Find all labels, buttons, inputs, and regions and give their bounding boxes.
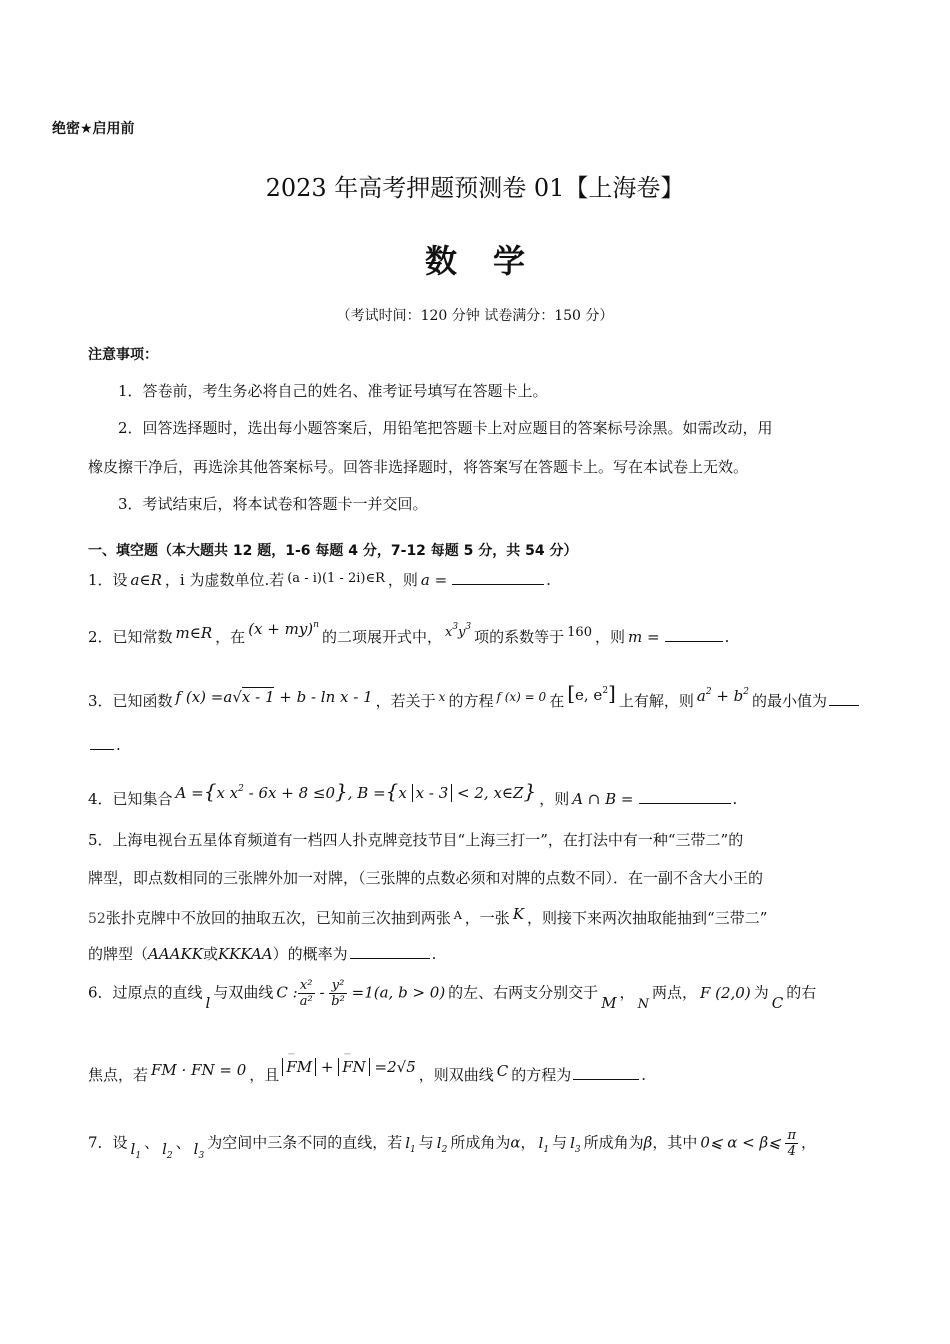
q7-separator-1: 、 — [144, 1133, 160, 1152]
q3-answer-blank-2[interactable] — [90, 747, 114, 750]
subject-title: 数学 — [424, 242, 561, 280]
q2-term-y: y — [458, 625, 466, 640]
q4-prefix: 4．已知集合 — [88, 790, 173, 808]
section-title: 一、填空题（本大题共 12 题，1-6 每题 4 分，7-12 每题 5 分，共 54 分） — [88, 543, 578, 559]
notice-item-2-line-1: 2．回答选择题时，选出每小题答案后，用铅笔把答题卡上对应题目的答案标号涂黑。如需改动，用 — [118, 419, 773, 437]
q6-curve-c: C — [771, 993, 784, 1012]
q7-l1-subscript: 1 — [135, 1150, 142, 1161]
q3-mid-3: 在 — [549, 692, 565, 710]
q3-variable: x — [438, 690, 446, 704]
q3-target-a: a — [696, 687, 706, 705]
question-4 — [88, 779, 737, 809]
q4-set-a-exponent: 2 — [238, 784, 244, 794]
q4-set-b-label: , B = — [347, 784, 386, 802]
q5-card-k: K — [512, 905, 525, 923]
q6-plus: + — [320, 1058, 334, 1076]
q7-l2-subscript: 2 — [166, 1150, 173, 1161]
q6-frac-2-numerator: y² — [329, 978, 347, 994]
q6-separator: ， — [619, 983, 635, 1002]
q2-term-x: x — [444, 625, 453, 640]
q6-mid-5: 的右 — [786, 983, 817, 1002]
q6-frac-1-denominator: a² — [299, 994, 313, 1009]
q6-prefix: 6．过原点的直线 — [88, 983, 203, 1002]
q7-l2-ref-subscript: 2 — [441, 1144, 448, 1155]
q1-end: . — [546, 571, 551, 589]
exam-title: 2023 年高考押题预测卷 01【上海卷】 — [265, 174, 685, 202]
q5-line-3c: ，则接下来两次抽取能抽到“三带二” — [527, 909, 768, 927]
q6-equation-tail: =1(a, b > 0) — [351, 983, 446, 1002]
q7-l2-ref: l — [436, 1133, 442, 1152]
q3-function-root: x - 1 — [241, 688, 275, 706]
q3-function-tail: + b - ln x - 1 — [279, 688, 373, 706]
q1-prefix: 1．设 — [88, 571, 128, 589]
q1-answer-blank[interactable] — [452, 582, 544, 585]
q2-expression-exponent: n — [313, 620, 319, 630]
q6-line-2a: 焦点，若 — [88, 1066, 149, 1084]
q2-prefix: 2．已知常数 — [88, 628, 173, 646]
q6-curve-c-2: C — [496, 1062, 509, 1080]
q3-function: f (x) =a√x - 1 + b - ln x - 1 — [175, 688, 373, 706]
q7-mid-3: 所成角为 — [450, 1133, 511, 1152]
q2-mid-3: 项的系数等于 — [474, 628, 565, 646]
q6-point-n: N — [637, 996, 649, 1012]
q7-mid-2: 与 — [418, 1133, 434, 1152]
q5-number-52: 52 — [88, 911, 106, 927]
q4-answer-blank[interactable] — [639, 801, 731, 804]
q5-line-4c: ）的概率为 — [272, 945, 348, 963]
q6-focus: F (2,0) — [699, 983, 751, 1002]
q5-answer-blank[interactable] — [350, 956, 430, 959]
q5-pattern-2: KKKAA — [217, 945, 273, 963]
q6-curve-label: C : — [276, 983, 298, 1002]
question-6-line-2 — [88, 1058, 646, 1085]
q4-set-a-body: x x — [216, 784, 239, 802]
q3-mid-4: 上有解，则 — [618, 692, 694, 710]
q5-line-3b: ，一张 — [464, 909, 510, 927]
question-5-line-4 — [88, 943, 436, 964]
q6-hyperbola — [276, 978, 445, 1009]
q1-condition-2: (a - i)(1 - 2i)∈R — [287, 571, 385, 586]
q6-magnitude-sum — [282, 1058, 415, 1076]
q4-end: . — [732, 790, 738, 808]
q6-line-2b: ，且 — [249, 1066, 280, 1084]
q5-line-4b: 或 — [202, 945, 218, 963]
q2-end: . — [724, 628, 730, 646]
q7-alpha: α — [510, 1133, 521, 1152]
q2-mid-2: 的二项展开式中， — [321, 628, 442, 646]
q6-mid-3: 两点， — [651, 983, 697, 1002]
notice-title: 注意事项： — [88, 347, 158, 363]
q7-l3-ref: l — [570, 1133, 575, 1152]
q6-minus: - — [319, 983, 325, 1002]
q4-set-a-tail: - 6x + 8 ≤0 — [248, 784, 336, 802]
q3-end: . — [116, 736, 121, 754]
q3-interval-body: e, e — [575, 686, 603, 704]
q6-mid-1: 与双曲线 — [213, 983, 274, 1002]
q2-mid-1: ，在 — [215, 628, 246, 646]
q4-mid: ，则 — [539, 790, 570, 808]
question-5-line-1: 5．上海电视台五星体育频道有一档四人扑克牌竞技节目“上海三打一”，在打法中有一种“三带二”的 — [88, 831, 744, 849]
q1-ask: a = — [420, 571, 448, 589]
q5-card-a: A — [453, 909, 462, 922]
q3-target — [697, 687, 749, 705]
q7-l3-ref-subscript: 3 — [574, 1144, 581, 1155]
q1-condition-1: a∈R — [130, 571, 162, 589]
q7-prefix: 7．设 — [88, 1133, 128, 1152]
q5-line-4a: 的牌型（ — [88, 945, 149, 963]
notice-item-2-line-2: 橡皮擦干净后，再选涂其他答案标号。回答非选择题时，将答案写在答题卡上。写在本试卷上无效。 — [88, 458, 749, 476]
q7-l3: l — [193, 1139, 199, 1158]
q3-target-b-exp: 2 — [743, 687, 750, 697]
q6-mid-2: 的左、右两支分别交于 — [448, 983, 599, 1002]
q4-ask: A ∩ B = — [572, 790, 634, 808]
q1-tail: ，则 — [387, 571, 418, 589]
q4-set-b-tail: < 2, x∈Z — [457, 784, 524, 802]
q3-equation: f (x) = 0 — [496, 690, 547, 704]
q3-function-head: f (x) =a — [175, 688, 233, 706]
q7-pi: π — [787, 1128, 797, 1143]
question-3-continuation — [88, 736, 121, 754]
q7-mid-1: 为空间中三条不同的直线，若 — [207, 1133, 403, 1152]
q7-end: ， — [801, 1133, 817, 1152]
q6-line-2c: ，则双曲线 — [418, 1066, 494, 1084]
q7-l3-subscript: 3 — [198, 1150, 205, 1161]
q7-l2: l — [162, 1139, 167, 1158]
question-3 — [88, 681, 861, 711]
q7-condition-text: 0⩽ α < β⩽ — [700, 1133, 781, 1152]
q3-target-b: + b — [716, 687, 744, 705]
q2-coefficient: 160 — [567, 625, 592, 640]
q7-l1: l — [130, 1139, 136, 1158]
q2-term-y-exp: 3 — [465, 622, 472, 632]
q7-comma: ， — [520, 1133, 536, 1152]
q3-interval-exponent: 2 — [602, 686, 609, 696]
q2-term-x-exp: 3 — [452, 622, 459, 632]
q6-line-l: l — [205, 993, 211, 1012]
question-5-line-3 — [88, 905, 767, 928]
question-5-line-2: 牌型，即点数相同的三张牌外加一对牌，（三张牌的点数必须和对牌的点数不同）．在一副不含大小王的 — [88, 869, 764, 887]
q6-vector-fm: − FM — [282, 1058, 316, 1076]
q7-mid-2b: 与 — [552, 1133, 568, 1152]
q3-mid-5: 的最小值为 — [752, 692, 828, 710]
q7-l1-ref: l — [405, 1133, 411, 1152]
notice-item-1: 1．答卷前，考生务必将自己的姓名、准考证号填写在答题卡上。 — [118, 382, 548, 400]
q7-mid-4: ，其中 — [652, 1133, 698, 1152]
q3-mid-2: 的方程 — [448, 692, 494, 710]
q3-prefix: 3．已知函数 — [88, 692, 173, 710]
q4-set-b-body: x — [398, 784, 407, 802]
q1-mid: ，i 为虚数单位.若 — [164, 571, 285, 589]
exam-info: （考试时间：120 分钟 试卷满分：150 分） — [336, 308, 614, 324]
q6-frac-2-denominator: b² — [331, 994, 345, 1009]
q3-mid-1: ，若关于 — [375, 692, 436, 710]
q4-set-b-abs: x - 3 — [412, 784, 453, 802]
q7-l1-ref-2-subscript: 1 — [543, 1144, 550, 1155]
q3-answer-blank-1[interactable] — [829, 703, 859, 706]
question-7 — [88, 1128, 816, 1161]
q3-target-a-exp: 2 — [705, 687, 712, 697]
q6-frac-1-numerator: x² — [298, 978, 315, 994]
q5-end: . — [431, 945, 437, 963]
q7-four: 4 — [787, 1144, 796, 1159]
q7-separator-2: 、 — [175, 1133, 191, 1152]
q2-condition: m∈R — [175, 624, 213, 642]
q7-mid-3b: 所成角为 — [583, 1133, 644, 1152]
q6-dot-product: FM · FN = 0 — [151, 1061, 247, 1079]
q5-pattern-1: AAAKK — [148, 945, 203, 963]
question-6-line-1 — [88, 978, 816, 1012]
q6-line-2d: 的方程为 — [511, 1066, 572, 1084]
q7-l1-ref-2: l — [538, 1133, 544, 1152]
q2-mid-4: ，则 — [594, 628, 625, 646]
q7-condition — [700, 1128, 798, 1159]
notice-item-3: 3．考试结束后，将本试卷和答题卡一并交回。 — [118, 495, 428, 513]
q7-beta: β — [643, 1133, 653, 1152]
q6-point-m: M — [601, 993, 617, 1012]
q4-sets: A ={x $x^2 - 6x + 8 \le 0$}, B ={x x - 3 < 2, x∈Z} — [175, 779, 537, 803]
q5-line-3a: 张扑克牌中不放回的抽取五次，已知前三次抽到两张 — [105, 909, 451, 927]
q6-sum-tail: =2√5 — [374, 1058, 416, 1076]
q6-answer-blank[interactable] — [573, 1077, 639, 1080]
confidential-mark: 绝密★启用前 — [52, 121, 135, 137]
q2-expression: (x + my) — [248, 620, 314, 638]
q2-ask: m = — [628, 628, 660, 646]
q3-interval: [e, $e^2$] — [567, 681, 616, 705]
q4-set-a-label: A = — [175, 784, 204, 802]
q7-l1-ref-subscript: 1 — [410, 1144, 416, 1155]
question-1 — [88, 569, 551, 590]
q6-end: . — [641, 1066, 647, 1084]
q2-answer-blank[interactable] — [665, 639, 723, 642]
q6-mid-4: 为 — [753, 983, 769, 1002]
q6-vector-fn: − FN — [338, 1058, 370, 1076]
question-2 — [88, 620, 729, 647]
